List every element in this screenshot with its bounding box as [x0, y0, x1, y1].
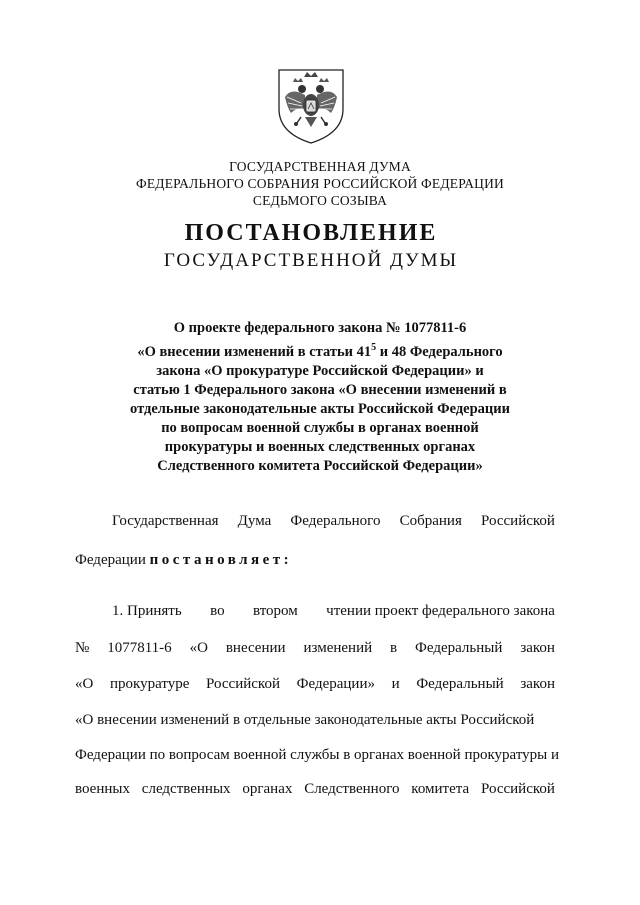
word: изменений — [303, 640, 373, 656]
intro-line-2: Федерации постановляет: — [75, 552, 293, 568]
parliament-header — [0, 158, 640, 209]
bill-line-4: статью 1 Федерального закона «О внесении изменений в — [133, 381, 507, 398]
word: комитета — [411, 781, 470, 797]
intro-line-1: Государственная Дума Федерального Собрания Российской — [112, 513, 555, 529]
item1-line-5: Федерации по вопросам военной службы в органах военной прокуратуры и — [75, 747, 560, 763]
word: Федеральный — [415, 640, 503, 656]
bill-line-1: О проекте федерального закона № 1077811-6 — [173, 320, 467, 336]
word: 1077811-6 — [107, 640, 172, 656]
word: № — [75, 640, 90, 656]
header-line-3: СЕДЬМОГО СОЗЫВА — [252, 193, 388, 208]
word: «О — [75, 676, 94, 692]
word: Федеральный — [416, 676, 504, 692]
bill-line-8: Следственного комитета Российской Федерации» — [157, 457, 483, 474]
word: закон — [520, 640, 555, 656]
document-title: ПОСТАНОВЛЕНИЕ — [184, 220, 438, 246]
header-line-2: ФЕДЕРАЛЬНОГО СОБРАНИЯ РОССИЙСКОЙ ФЕДЕРАЦИИ — [136, 176, 504, 191]
word: чтении проект федерального закона — [326, 603, 555, 619]
bill-line-5: отдельные законодательные акты Российской Федерации — [130, 400, 510, 417]
word: в — [390, 640, 398, 656]
word: 1. Принять — [112, 603, 182, 619]
item1-line-1 — [112, 603, 555, 620]
bill-line-6: по вопросам военной службы в органах военной — [161, 419, 479, 436]
word: Российской — [206, 676, 280, 692]
bill-heading — [90, 319, 550, 476]
word: во — [210, 603, 225, 619]
word: Российской — [481, 781, 555, 797]
word: закон — [520, 676, 555, 692]
word: органах — [242, 781, 293, 797]
word: следственных — [141, 781, 231, 797]
header-line-1: ГОСУДАРСТВЕННАЯ ДУМА — [229, 159, 411, 174]
word: военных — [75, 781, 130, 797]
word: прокуратуре — [110, 676, 190, 692]
word: «О — [189, 640, 208, 656]
bill-line-2: «О внесении изменений в статьи $41^5$ и 48 Федерального — [137, 342, 503, 360]
bill-line-3: закона «О прокуратуре Российской Федерации» и — [156, 362, 484, 379]
bill-line-7: прокуратуры и военных следственных органах — [164, 438, 476, 455]
word: и — [391, 676, 400, 692]
document-subtitle: ГОСУДАРСТВЕННОЙ ДУМЫ — [163, 250, 459, 271]
word: втором — [252, 603, 298, 619]
word: внесении — [225, 640, 286, 656]
word: Следственного — [304, 781, 400, 797]
resolves-word: постановляет: — [149, 552, 293, 568]
item1-line-3 — [75, 676, 555, 693]
item1-line-6 — [75, 781, 555, 798]
item1-line-2 — [75, 640, 555, 657]
item1-line-4: «О внесении изменений в отдельные законодательные акты Российской — [75, 712, 535, 728]
coat-of-arms-emblem — [271, 67, 351, 145]
word: Федерации» — [296, 676, 375, 692]
article-superscript: 5 — [371, 342, 377, 353]
